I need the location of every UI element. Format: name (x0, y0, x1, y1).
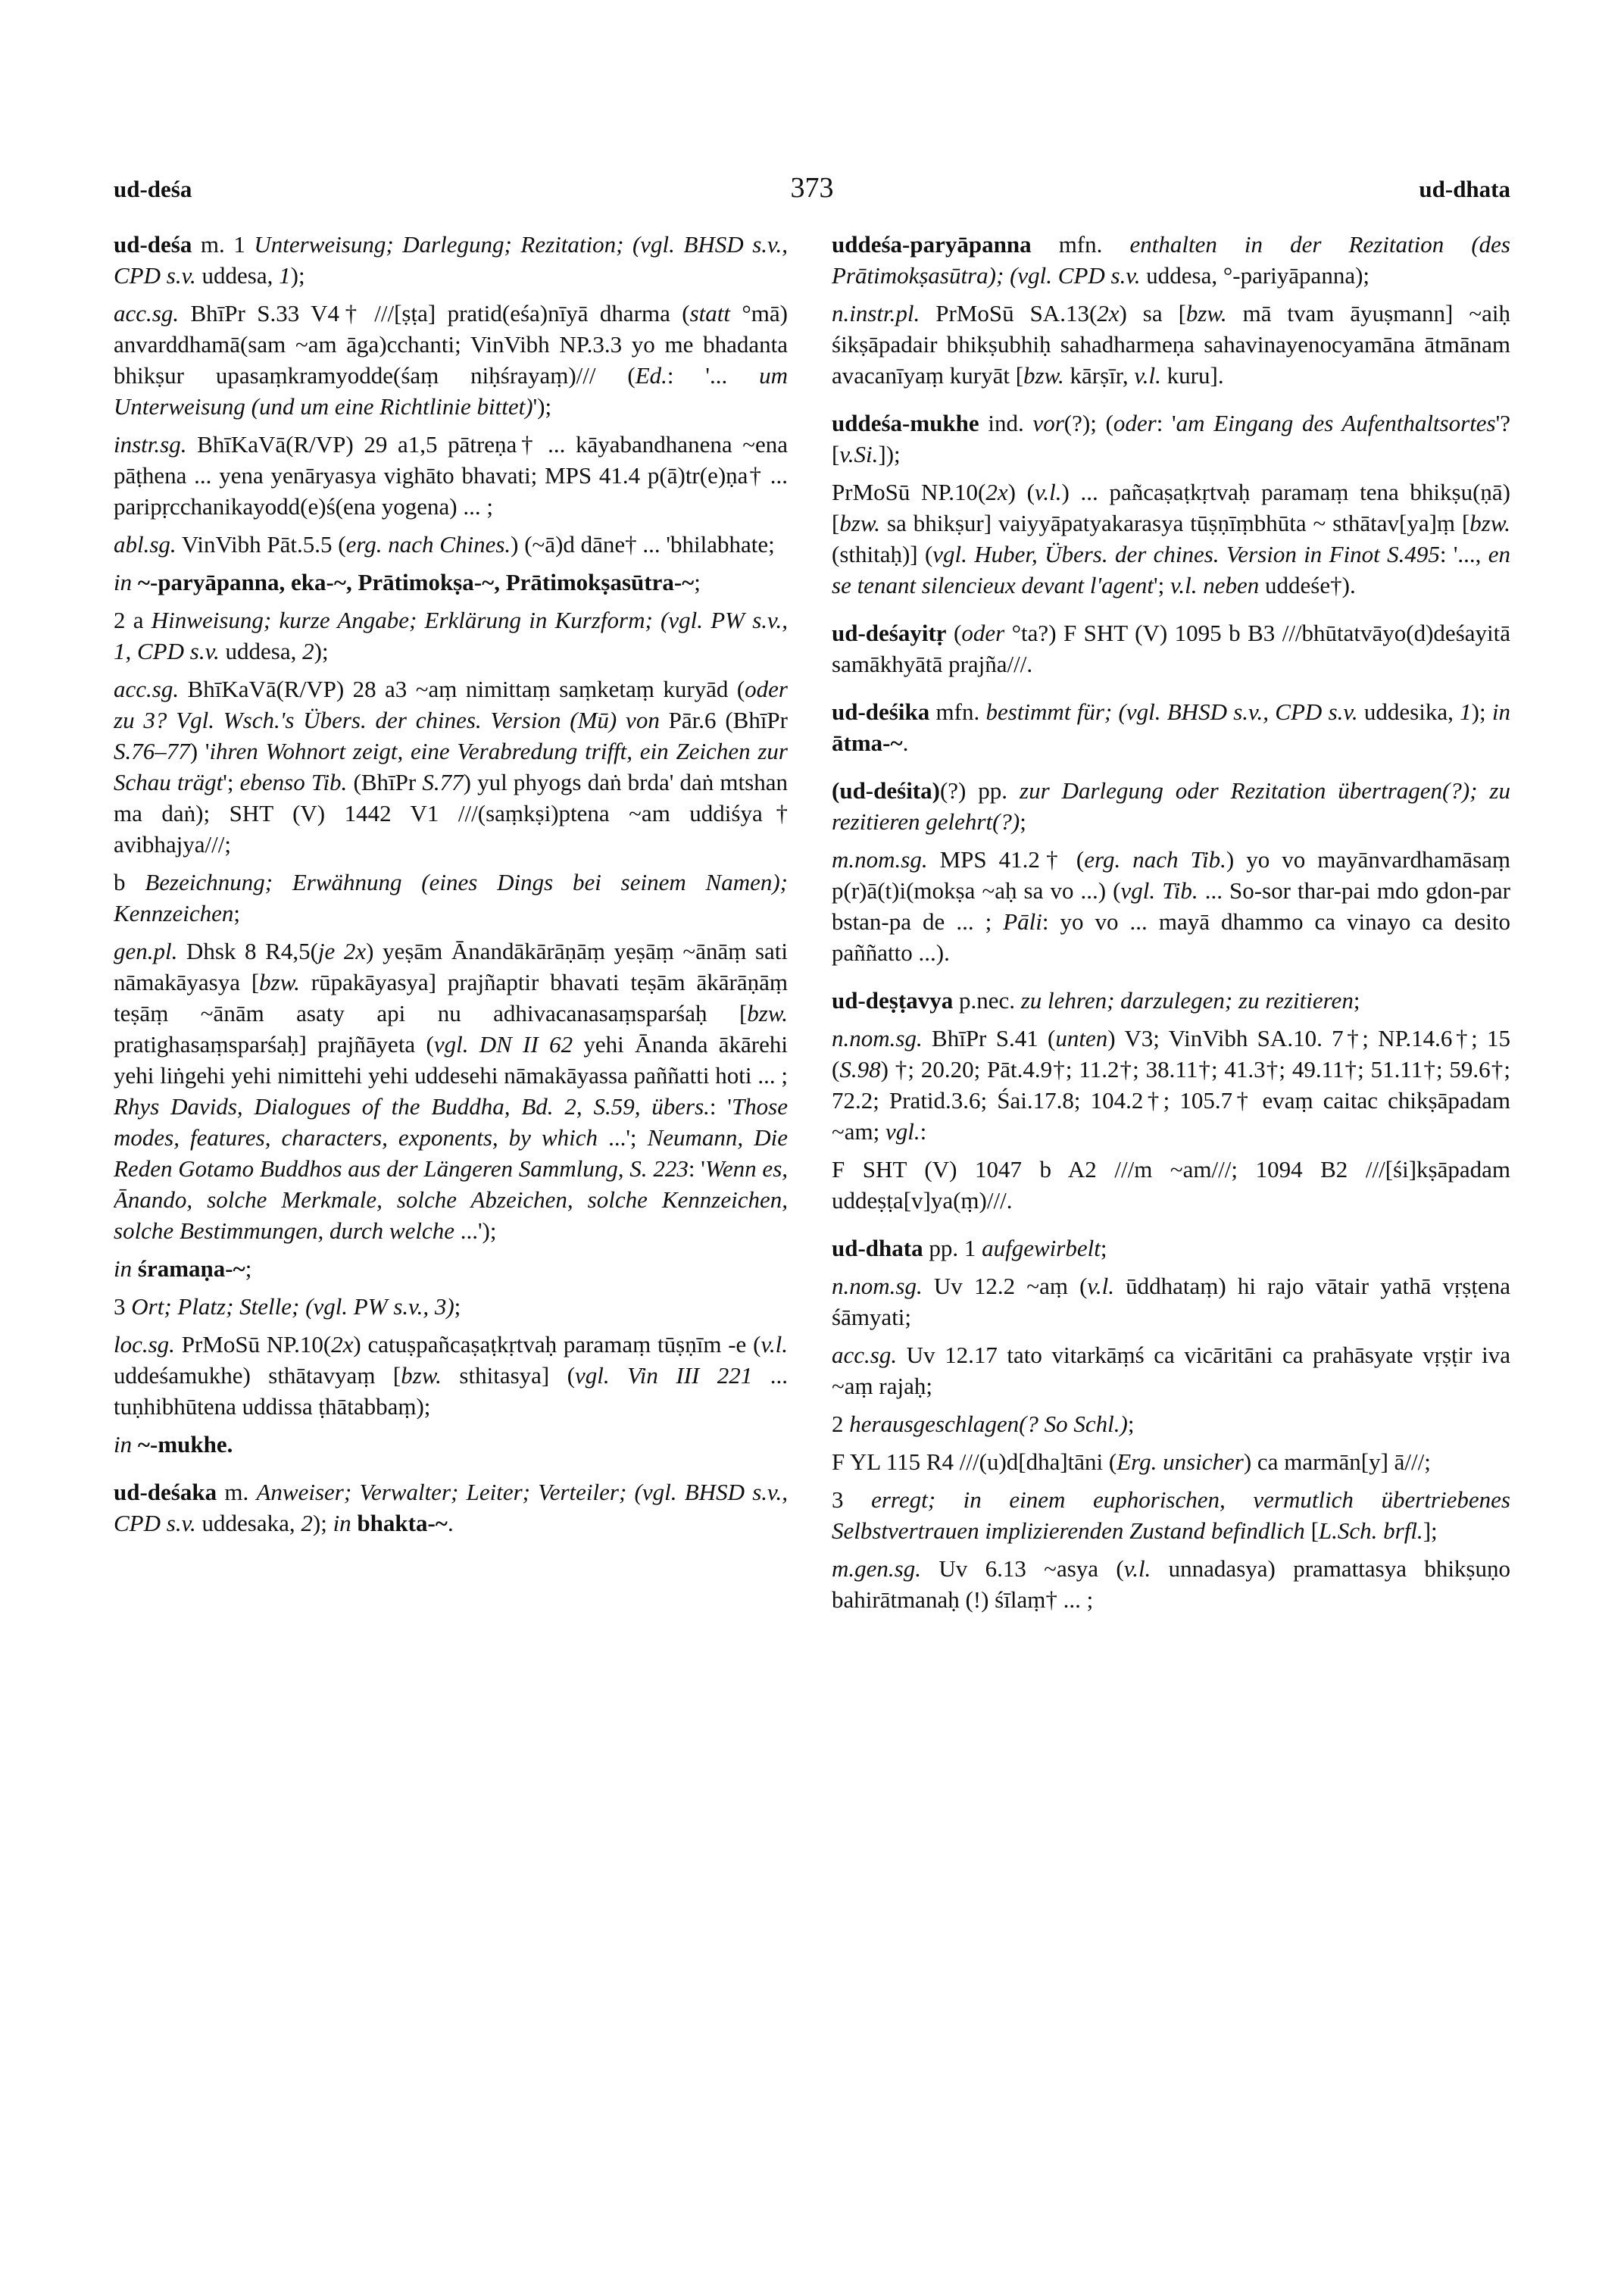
italic-text: v.Si. (839, 441, 879, 467)
text-run: ūddhataṃ) hi rajo vātair yathā vṛṣṭena śāmyati; (832, 1273, 1510, 1330)
entry-paragraph (114, 429, 788, 522)
text-run: '; (1154, 572, 1170, 598)
text-run: BhīPr S.33 V4† ///[ṣṭa] pratid(eśa)nīyā dharma ( (179, 300, 690, 327)
text-run: ...'); (454, 1217, 497, 1244)
text-run: BhīKaVā(R/VP) 29 a1,5 pātreṇa† ... kāyabandhanena ~ena pāṭhena ... yena yenāryasya vighāto bhavati; MPS 41.4 p(ā)tr(e)ṇa† ... paripṛcchanikayodd(e)ś(ena yogena) ... ; (114, 431, 788, 520)
text-run: PrMoSū SA.13( (920, 300, 1098, 327)
text-run: ]; (1423, 1517, 1438, 1544)
text-run: pratighasaṃsparśaḥ] prajñāyeta ( (114, 1031, 434, 1058)
text-run: Uv 12.2 ~aṃ ( (922, 1273, 1088, 1299)
text-run (132, 1431, 138, 1458)
text-run: sthitasya] ( (441, 1362, 576, 1389)
entry-paragraph (832, 1339, 1510, 1401)
dictionary-entry (832, 696, 1510, 758)
entry-paragraph (114, 1291, 788, 1322)
entry-paragraph (832, 1270, 1510, 1333)
text-run: uddesaka, (195, 1510, 301, 1536)
italic-text: erg. nach Tib. (1084, 846, 1226, 873)
italic-text: erg. nach Chines. (345, 531, 511, 558)
italic-text: herausgeschlagen(? So Schl.) (849, 1411, 1128, 1437)
entry-paragraph (114, 1329, 788, 1422)
entry-paragraph (114, 298, 788, 422)
italic-text: Those modes, features, characters, exponents, by which (114, 1093, 788, 1151)
headword: ātma-~ (832, 730, 903, 756)
text-run: b (114, 869, 145, 895)
italic-text: v.l. (1087, 1273, 1114, 1299)
italic-text: Rhys Davids, Dialogues of the Buddha, Bd. 2, S.59, übers. (114, 1093, 710, 1120)
dictionary-entry (832, 1233, 1510, 1264)
italic-text: 2 (302, 638, 314, 664)
italic-text: in (114, 1255, 133, 1282)
italic-text: in (1491, 698, 1510, 725)
italic-text: n.instr.pl. (832, 300, 920, 327)
right-column (832, 229, 1510, 2231)
italic-text: bestimmt für; (vgl. BHSD s.v., CPD s.v. (985, 698, 1358, 725)
italic-text: m.gen.sg. (832, 1555, 921, 1582)
entry-paragraph (114, 1429, 788, 1460)
text-run: Uv 6.13 ~asya ( (920, 1555, 1124, 1582)
text-run: ; (1353, 987, 1360, 1014)
italic-text: Anweiser; Verwalter; Leiter; Verteiler; (vgl. BHSD s.v., CPD s.v. (114, 1479, 788, 1536)
text-run: ); (312, 1510, 333, 1536)
headword: uddeśa-mukhe (832, 410, 979, 436)
italic-text: Bezeichnung; Erwähnung (eines Dings bei seinem Namen); Kennzeichen (114, 869, 788, 926)
entry-paragraph (832, 229, 1510, 291)
italic-text: Pāli (1003, 908, 1042, 935)
italic-text: vgl. Vin III 221 (575, 1362, 753, 1389)
text-run: ( (946, 620, 962, 646)
italic-text: unten (1055, 1025, 1108, 1051)
entry-paragraph (832, 844, 1510, 968)
italic-text: zur Darlegung oder Rezitation übertragen(?); zu rezitieren gelehrt(?) (832, 777, 1510, 835)
italic-text: am Eingang des Aufenthaltsortes (1176, 410, 1496, 436)
headword: ud-dhata (832, 1235, 923, 1261)
text-run: °mā) anvarddhamā(sam ~am āga)cchanti; VinVibh NP.3.3 yo me bhadanta bhikṣur upasaṃkramyodde(śaṃ niḥśrayaṃ)/// ( (114, 300, 788, 389)
text-run: BhīKaVā(R/VP) 28 a3 ~aṃ nimittaṃ saṃketaṃ kuryād ( (179, 676, 745, 702)
entry-paragraph (114, 529, 788, 560)
text-run: ) ... pañcaṣaṭkṛtvaḥ paramaṃ tena bhikṣu(ṇā) [ (832, 479, 1510, 536)
text-run: . (902, 730, 909, 756)
text-run: : ' (709, 1093, 732, 1120)
italic-text: Unterweisung; Darlegung; Rezitation; (vgl. BHSD s.v., CPD s.v. (114, 231, 788, 289)
text-run: ; (245, 1255, 252, 1282)
headword: bhakta-~ (357, 1510, 448, 1536)
headword: ud-deśaka (114, 1479, 217, 1505)
italic-text: ebenso Tib. (239, 769, 348, 795)
italic-text: um Unterweisung (und um eine Richtlinie bittet) (114, 362, 788, 420)
header-left-entry: ud-deśa (114, 176, 192, 202)
text-run: rūpakāyasya] prajñaptir bhavati teṣām ākārāṇāṃ teṣāṃ ~ānām asaty api nu adhivacanasaṃsparśaḥ [ (114, 969, 788, 1026)
entry-paragraph (832, 1023, 1510, 1147)
text-run: uddesa, °-pariyāpanna); (1140, 262, 1370, 289)
text-run: 3 (114, 1293, 132, 1320)
italic-text: instr.sg. (114, 431, 187, 458)
text-run: Dhsk 8 R4,5( (177, 938, 318, 964)
italic-text: Neumann, Die Reden Gotamo Buddhos aus der Längeren Sammlung, S. 223 (114, 1124, 788, 1182)
text-run: ... So-sor thar-pai mdo gdon-par bstan-pa de ... ; (832, 877, 1510, 935)
text-run: '); (532, 393, 552, 420)
italic-text: abl.sg. (114, 531, 176, 558)
italic-text: oder (1113, 410, 1157, 436)
dictionary-entry (832, 775, 1510, 837)
italic-text: 2x (1097, 300, 1120, 327)
text-run: PrMoSū NP.10( (174, 1331, 332, 1358)
text-run: ; (1020, 808, 1026, 835)
text-run: ) (~ā)d dāne† ... 'bhilabhate; (511, 531, 775, 558)
headword: ud-deśayitṛ (832, 620, 947, 646)
text-run: ); (1471, 698, 1492, 725)
text-run: uddesa, (195, 262, 280, 289)
italic-text: enthalten in der Rezitation (des Prātimokṣasūtra); (vgl. CPD s.v. (832, 231, 1510, 289)
italic-text: m.nom.sg. (832, 846, 928, 873)
italic-text: bzw. (401, 1362, 442, 1389)
page-number: 373 (790, 172, 834, 204)
italic-text: oder zu 3? Vgl. Wsch.'s Übers. der chines. Version (Mū) von (114, 676, 788, 733)
italic-text: n.nom.sg. (832, 1025, 923, 1051)
text-run: ) ca marmān[y] ā///; (1243, 1448, 1431, 1475)
left-column (114, 229, 788, 2231)
running-head (114, 172, 1510, 214)
italic-text: Erg. unsicher (1116, 1448, 1244, 1475)
dictionary-entry (832, 617, 1510, 680)
text-run: : '... (667, 362, 760, 389)
italic-text: 2 (301, 1510, 313, 1536)
text-run: : yo vo ... mayā dhammo ca vinayo ca desito paññatto ...). (832, 908, 1510, 966)
italic-text: Wenn es, Ānando, solche Merkmale, solche Abzeichen, solche Kennzeichen, solche Bestimmungen, durch welche (114, 1155, 788, 1244)
text-run: p.nec. (953, 987, 1021, 1014)
text-run: MPS 41.2† ( (927, 846, 1085, 873)
italic-text: en se tenant silencieux devant l'agent (832, 541, 1510, 598)
text-run: : ' (688, 1155, 705, 1182)
text-run: VinVibh Pāt.5.5 ( (176, 531, 346, 558)
italic-text: in (114, 569, 133, 595)
text-run: uddeśamukhe) sthātavyaṃ [ (114, 1362, 401, 1389)
headword: ~-paryāpanna, eka-~, Prātimokṣa-~, Prātimokṣasūtra-~ (137, 569, 695, 595)
text-run: ... tuṇhibhūtena uddissa ṭhātabbaṃ); (114, 1362, 788, 1420)
entry-paragraph (832, 1553, 1510, 1615)
italic-text: ihren Wohnort zeigt, eine Verabredung trifft, ein Zeichen zur Schau trägt (114, 738, 788, 795)
headword: (ud-deśita) (832, 777, 940, 804)
text-run: ); (290, 262, 305, 289)
italic-text: vgl. (885, 1118, 920, 1145)
entry-paragraph (114, 567, 788, 598)
italic-text: oder (961, 620, 1005, 646)
italic-text: je 2x (317, 938, 367, 964)
italic-text: acc.sg. (832, 1342, 898, 1368)
entry-paragraph (832, 1484, 1510, 1546)
italic-text: erregt; in einem euphorischen, vermutlich übertriebenes Selbstvertrauen implizierenden Zustand befindlich (832, 1486, 1510, 1544)
headword: ud-deṣṭavya (832, 987, 954, 1014)
italic-text: statt (689, 300, 730, 327)
italic-text: v.l. (1034, 479, 1062, 505)
italic-text: acc.sg. (114, 676, 180, 702)
italic-text: in (333, 1510, 351, 1536)
italic-text: 2x (331, 1331, 354, 1358)
text-run: uddesa, (219, 638, 303, 664)
text-run: '? [ (832, 410, 1510, 467)
italic-text: bzw. (747, 1000, 788, 1026)
header-right-entry: ud-dhata (1419, 176, 1510, 202)
text-run: ); (314, 638, 329, 664)
italic-text: n.nom.sg. (832, 1273, 923, 1299)
italic-text: v.l. (760, 1331, 788, 1358)
text-run: sa bhikṣur] vaiyyāpatyakarasya tūṣṇīṃbhūta ~ sthātav[ya]ṃ [ (880, 510, 1470, 536)
dictionary-entry (114, 1476, 788, 1539)
text-run: yehi Ānanda ākārehi yehi liṅgehi yehi nimittehi yehi uddesehi nāmakāyassa paññatti hoti ... ; (114, 1031, 788, 1089)
italic-text: loc.sg. (114, 1331, 175, 1358)
text-run: mfn. (1031, 231, 1130, 258)
text-run: ; (454, 1293, 461, 1320)
entry-paragraph (832, 298, 1510, 391)
italic-text: vgl. DN II 62 (433, 1031, 573, 1058)
text-run: mfn. (929, 698, 986, 725)
italic-text: vgl. Huber, Übers. der chines. Version in Finot S.495 (932, 541, 1440, 567)
text-run: . (447, 1510, 454, 1536)
text-run: ) yul phyogs daṅ brda' daṅ mtshan ma daṅ); SHT (V) 1442 V1 ///(saṃkṣi)ptena ~am uddiśya† avibhajya///; (114, 769, 788, 858)
italic-text: 1 (279, 262, 291, 289)
text-run: uddesika, (1357, 698, 1460, 725)
text-run: ; (1100, 1235, 1107, 1261)
text-run: (BhīPr (347, 769, 423, 795)
italic-text: bzw. (1469, 510, 1510, 536)
text-run: PrMoSū NP.10( (832, 479, 986, 505)
italic-text: 1 (1460, 698, 1472, 725)
text-run: Uv 12.17 tato vitarkāṃś ca vicāritāni ca prahāsyate vṛṣṭir iva ~aṃ rajaḥ; (832, 1342, 1510, 1399)
text-run: : '..., (1439, 541, 1488, 567)
text-run: °ta?) F SHT (V) 1095 b B3 ///bhūtatvāyo(d)deśayitā samākhyātā prajña///. (832, 620, 1510, 677)
headword: śramaṇa-~ (137, 1255, 245, 1282)
italic-text: v.l. neben (1170, 572, 1260, 598)
text-run: ) catuṣpañcaṣaṭkṛtvaḥ paramaṃ tūṣṇīm -e ( (353, 1331, 761, 1358)
text-run: ]); (878, 441, 901, 467)
text-run: (sthitaḥ)] ( (832, 541, 933, 567)
text-run: kārṣīr, (1063, 362, 1135, 389)
entry-paragraph (114, 1253, 788, 1284)
text-run: m. 1 (192, 231, 255, 258)
italic-text: S.98 (839, 1056, 881, 1083)
italic-text: aufgewirbelt (982, 1235, 1101, 1261)
text-run (132, 569, 138, 595)
text-run: ind. (979, 410, 1033, 436)
italic-text: acc.sg. (114, 300, 180, 327)
headword: ~-mukhe. (137, 1431, 233, 1458)
dictionary-entry (832, 985, 1510, 1016)
text-run: uddeśe†). (1259, 572, 1356, 598)
text-run: pp. 1 (923, 1235, 982, 1261)
text-run: [ (1304, 1517, 1319, 1544)
entry-paragraph (114, 229, 788, 291)
headword: ud-deśika (832, 698, 930, 725)
italic-text: vgl. Tib. (1120, 877, 1198, 904)
entry-paragraph (114, 673, 788, 860)
italic-text: bzw. (259, 969, 300, 995)
text-run: ; (1127, 1411, 1135, 1437)
italic-text: v.l. (1123, 1555, 1151, 1582)
entry-paragraph (832, 1154, 1510, 1216)
text-run: : (920, 1118, 927, 1145)
text-run: : ' (1156, 410, 1176, 436)
dictionary-entry (832, 408, 1510, 470)
text-run: (?) pp. (939, 777, 1020, 804)
italic-text: bzw. (1185, 300, 1227, 327)
italic-text: zu lehren; darzulegen; zu rezitieren (1020, 987, 1354, 1014)
headword: uddeśa-paryāpanna (832, 231, 1032, 258)
text-run: unnadasya) pramattasya bhikṣuṇo bahirātmanaḥ (!) śīlaṃ† ... ; (832, 1555, 1510, 1613)
text-run: ; (233, 900, 241, 926)
text-run: ; (694, 569, 701, 595)
italic-text: in (114, 1431, 133, 1458)
italic-text: vor (1032, 410, 1064, 436)
text-run: F SHT (V) 1047 b A2 ///m ~am///; 1094 B2 ///[śi]kṣāpadam uddeṣṭa[v]ya(ṃ)///. (832, 1156, 1510, 1214)
entry-paragraph (114, 605, 788, 667)
text-run: mā tvam āyuṣmann] ~aiḥ śikṣāpadair bhikṣubhiḥ sahadharmeṇa sahavinayenocyamāna ātmānam avacanīyaṃ kuryāt [ (832, 300, 1510, 389)
text-run: '; (223, 769, 240, 795)
text-run: ) ' (189, 738, 210, 764)
italic-text: Ed. (635, 362, 667, 389)
text-run: ...'; (598, 1124, 648, 1151)
text-run: Pār.6 (BhīPr (659, 707, 788, 733)
italic-text: bzw. (1023, 362, 1064, 389)
entry-paragraph (832, 1408, 1510, 1439)
text-run: BhīPr S.41 ( (922, 1025, 1056, 1051)
text-run: ) sa [ (1119, 300, 1186, 327)
italic-text: S.76–77 (114, 738, 190, 764)
headword: ud-deśa (114, 231, 192, 258)
text-run: 3 (832, 1486, 872, 1513)
text-run: kuru]. (1160, 362, 1224, 389)
text-run: ) V3; VinVibh SA.10. 7†; NP.14.6†; 15 ( (832, 1025, 1510, 1083)
italic-text: L.Sch. brfl. (1318, 1517, 1423, 1544)
entry-paragraph (832, 476, 1510, 601)
text-run: ) yo vo mayānvardhamāsaṃ p(r)ā(t)i(mokṣa ~aḥ sa vo ...) ( (832, 846, 1510, 904)
italic-text: 2x (985, 479, 1008, 505)
text-run (132, 1255, 138, 1282)
text-run: (?); ( (1063, 410, 1113, 436)
italic-text: Ort; Platz; Stelle; (vgl. PW s.v., 3) (131, 1293, 454, 1320)
text-run: ) ( (1007, 479, 1035, 505)
italic-text: Hinweisung; kurze Angabe; Erklärung in Kurzform; (vgl. PW s.v., 1, CPD s.v. (114, 607, 788, 664)
italic-text: S.77 (422, 769, 464, 795)
text-run: 2 a (114, 607, 151, 633)
entry-paragraph (832, 1446, 1510, 1477)
italic-text: v.l. (1134, 362, 1161, 389)
text-run: 2 (832, 1411, 850, 1437)
text-run: m. (217, 1479, 257, 1505)
italic-text: bzw. (839, 510, 881, 536)
italic-text: gen.pl. (114, 938, 178, 964)
text-run: ) yeṣām Ānandākārāṇāṃ yeṣāṃ ~ānāṃ sati nāmakāyasya [ (114, 938, 788, 995)
entry-paragraph (114, 936, 788, 1246)
text-run: ) †; 20.20; Pāt.4.9†; 11.2†; 38.11†; 41.3†; 49.11†; 51.11†; 59.6†; 72.2; Pratid.3.6; Śai.17.8; 104.2†; 105.7† evaṃ caitac chikṣāpadam ~am; (832, 1056, 1510, 1145)
entry-paragraph (114, 867, 788, 929)
text-run: F YL 115 R4 ///(u)d[dha]tāni ( (832, 1448, 1117, 1475)
